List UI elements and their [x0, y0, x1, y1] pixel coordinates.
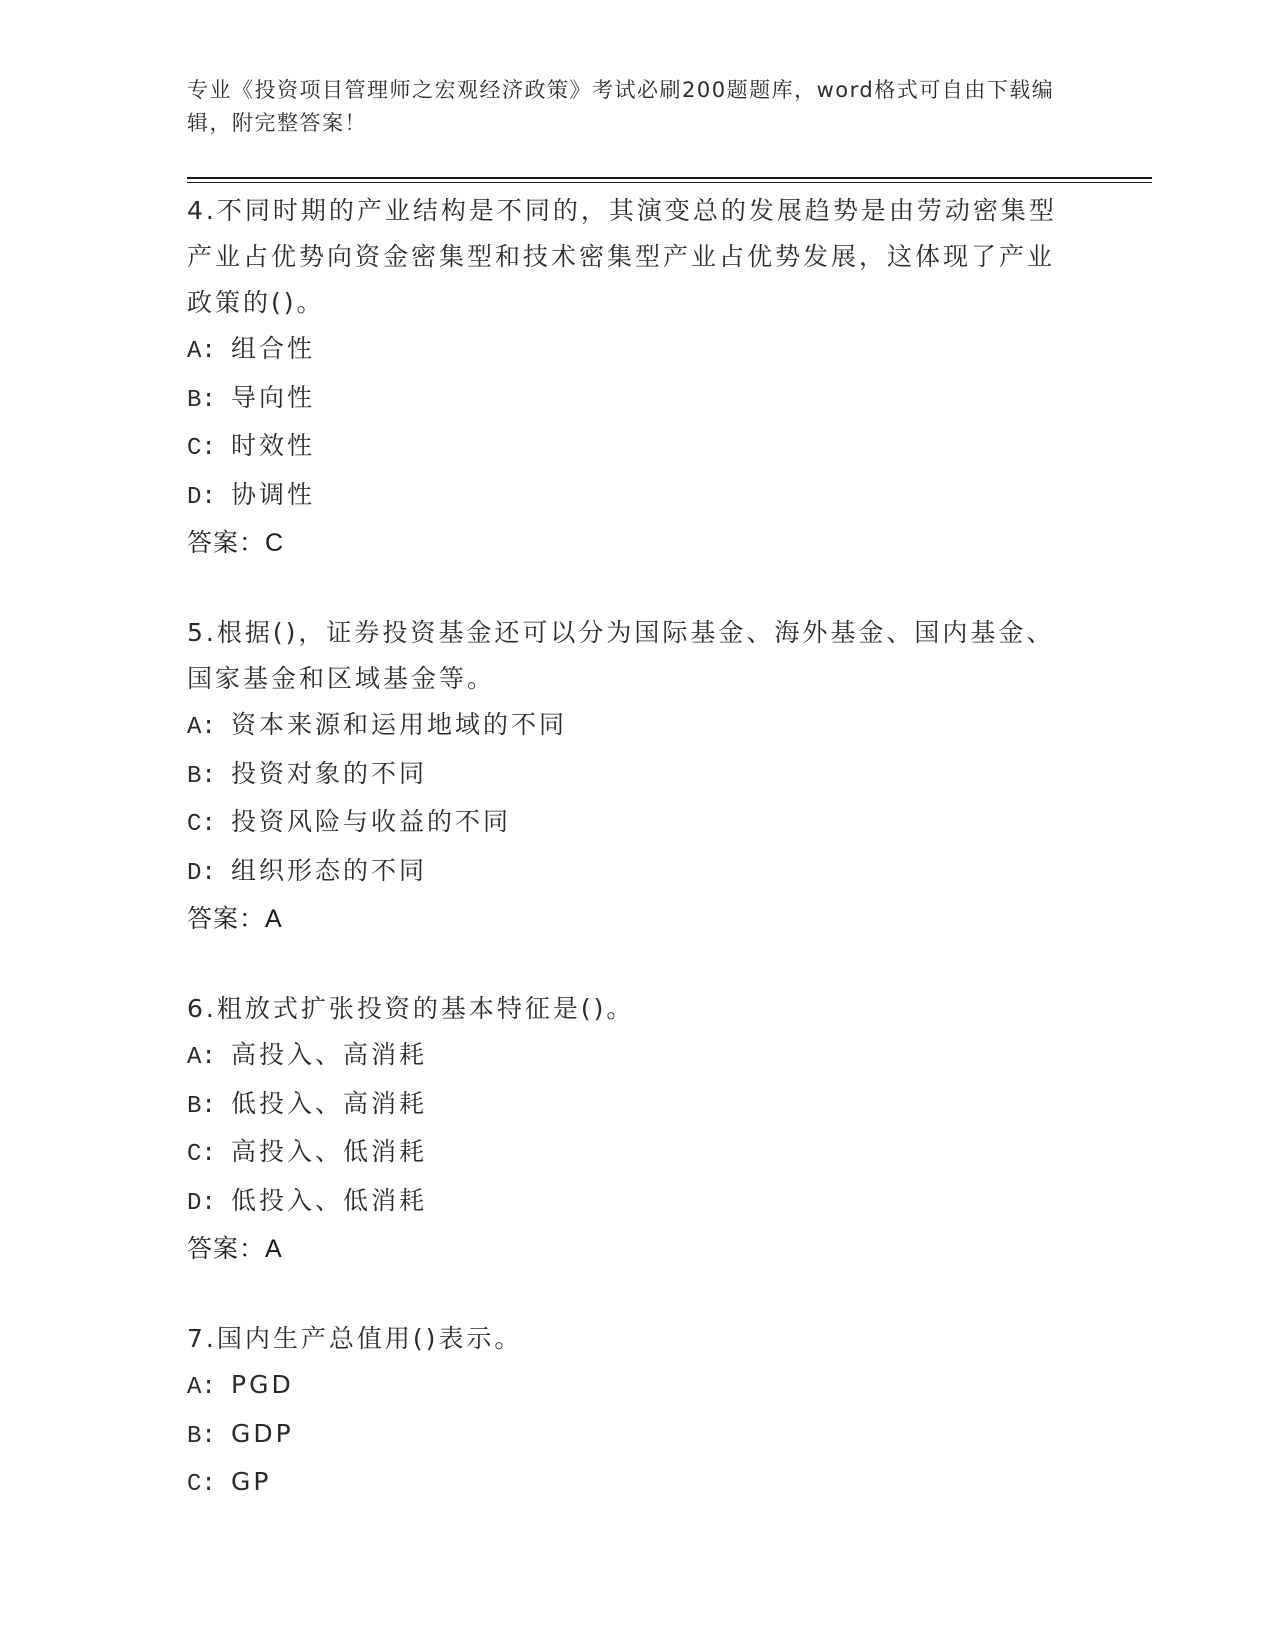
option-text: 低投入、高消耗: [231, 1088, 428, 1118]
answer-line: [187, 520, 1067, 566]
option-text: PGD: [231, 1370, 294, 1399]
option-text: 导向性: [231, 382, 316, 412]
option-letter: C:: [187, 435, 216, 462]
answer-label: 答案：: [187, 1234, 266, 1263]
option-d: [187, 472, 1067, 521]
answer-value: A: [265, 905, 282, 933]
document-header: 专业《投资项目管理师之宏观经济政策》考试必刷200题题库，word格式可自由下载编辑，附完整答案！: [187, 78, 1055, 135]
option-text: 协调性: [231, 479, 316, 509]
option-b: [187, 1411, 1067, 1460]
option-c: [187, 1129, 1067, 1178]
option-letter: C:: [187, 1471, 216, 1498]
option-c: [187, 423, 1067, 472]
answer-value: C: [265, 529, 284, 557]
question-spacer: [187, 1272, 1067, 1316]
option-c: [187, 799, 1067, 848]
option-text: 投资风险与收益的不同: [231, 807, 512, 836]
question-spacer: [187, 566, 1067, 610]
option-a: [187, 1362, 1067, 1411]
option-text: 投资对象的不同: [231, 758, 428, 788]
option-letter: D:: [187, 859, 216, 887]
question-stem: 7.国内生产总值用()表示。: [187, 1324, 523, 1353]
option-d: [187, 1178, 1067, 1227]
option-letter: D:: [187, 483, 216, 511]
question-spacer: [187, 942, 1067, 986]
option-text: 组合性: [231, 334, 316, 363]
option-letter: C:: [187, 1141, 216, 1168]
option-text: 低投入、低消耗: [231, 1185, 428, 1215]
option-text: 组织形态的不同: [231, 855, 428, 885]
question-list: [187, 188, 1067, 1508]
answer-label: 答案：: [187, 904, 266, 933]
option-letter: B:: [187, 762, 216, 790]
option-c: [187, 1459, 1067, 1508]
question-stem: 6.粗放式扩张投资的基本特征是()。: [187, 994, 635, 1023]
option-b: [187, 375, 1067, 424]
option-letter: C:: [187, 811, 216, 838]
option-text: GDP: [231, 1418, 294, 1448]
option-a: [187, 326, 1067, 375]
header-rule-top: [187, 177, 1152, 179]
option-letter: B:: [187, 1092, 216, 1120]
option-letter: A:: [187, 1044, 216, 1071]
option-letter: B:: [187, 386, 216, 414]
question-5: [187, 610, 1067, 942]
answer-value: A: [265, 1235, 282, 1263]
question-stem: 4.不同时期的产业结构是不同的，其演变总的发展趋势是由劳动密集型产业占优势向资金密集型和技术密集型产业占优势发展，这体现了产业政策的()。: [187, 196, 1057, 317]
option-text: 时效性: [231, 431, 316, 460]
answer-line: [187, 1226, 1067, 1272]
option-text: 资本来源和运用地域的不同: [231, 710, 568, 739]
option-letter: A:: [187, 714, 216, 741]
option-letter: A:: [187, 338, 216, 365]
option-b: [187, 751, 1067, 800]
option-b: [187, 1081, 1067, 1130]
option-d: [187, 848, 1067, 897]
question-7: [187, 1316, 1067, 1508]
option-a: [187, 702, 1067, 751]
answer-line: [187, 896, 1067, 942]
option-letter: D:: [187, 1189, 216, 1217]
question-6: [187, 986, 1067, 1272]
option-text: GP: [231, 1467, 272, 1496]
option-letter: B:: [187, 1422, 216, 1450]
option-text: 高投入、低消耗: [231, 1137, 428, 1166]
option-letter: A:: [187, 1374, 216, 1401]
option-text: 高投入、高消耗: [231, 1040, 428, 1069]
question-4: [187, 188, 1067, 566]
answer-label: 答案：: [187, 528, 266, 557]
question-stem: 5.根据()，证券投资基金还可以分为国际基金、海外基金、国内基金、国家基金和区域基金等。: [187, 618, 1055, 693]
option-a: [187, 1032, 1067, 1081]
header-rule-bottom: [187, 182, 1152, 183]
